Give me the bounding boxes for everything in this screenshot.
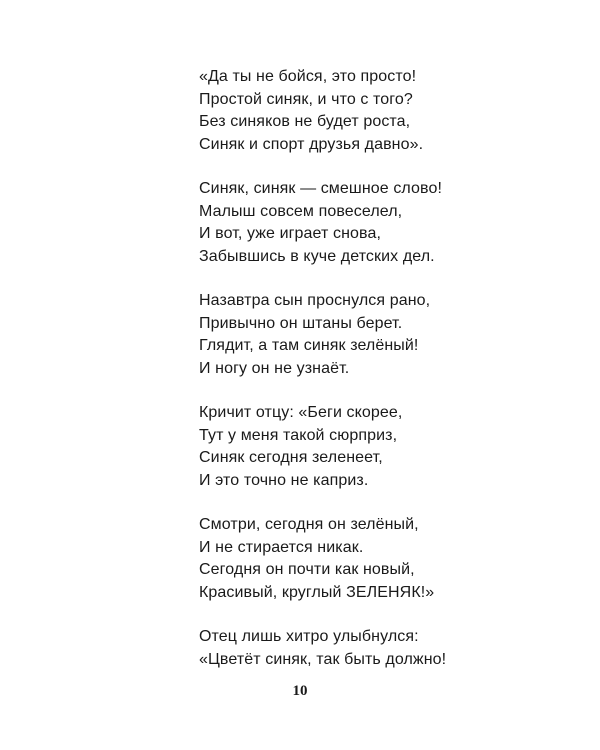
poem-line: И вот, уже играет снова, — [199, 225, 381, 242]
stanza-5 — [199, 514, 499, 604]
poem-line: Простой синяк, и что с того? — [199, 90, 413, 108]
poem-line: Сегодня он почти как новый, — [199, 561, 415, 578]
poem-line: Малыш совсем повеселел, — [199, 202, 403, 220]
poem-line: Кричит отцу: «Беги скорее, — [199, 404, 403, 421]
poem-line: И не стирается никак. — [199, 538, 364, 556]
poem-line: Красивый, круглый ЗЕЛЕНЯК!» — [199, 583, 435, 601]
poem-line: Синяк сегодня зеленеет, — [199, 449, 383, 466]
stanza-6 — [199, 626, 499, 671]
stanza-1 — [199, 66, 499, 156]
stanza-2 — [199, 178, 499, 268]
stanza-4 — [199, 402, 499, 492]
page-number: 10 — [292, 683, 308, 699]
poem-line: Назавтра сын проснулся рано, — [199, 292, 431, 309]
poem-line: И ногу он не узнаёт. — [199, 359, 350, 377]
poem-line: Без синяков не будет роста, — [199, 113, 411, 130]
poem-line: Смотри, сегодня он зелёный, — [199, 516, 419, 533]
poem-line: Привычно он штаны берет. — [199, 314, 403, 332]
poem-line: Забывшись в куче детских дел. — [199, 247, 435, 265]
poem-line: «Да ты не бойся, это просто! — [199, 68, 417, 85]
poem-line: «Цветёт синяк, так быть должно! — [199, 650, 447, 668]
poem-line: Тут у меня такой сюрприз, — [199, 426, 398, 444]
stanza-3 — [199, 290, 499, 380]
poem-line: Глядит, а там синяк зелёный! — [199, 337, 419, 354]
poem-line: Синяк, синяк — смешное слово! — [199, 180, 443, 197]
poem-line: Отец лишь хитро улыбнулся: — [199, 628, 419, 645]
poem-line: И это точно не каприз. — [199, 471, 369, 489]
poem — [199, 66, 499, 693]
poem-line: Синяк и спорт друзья давно». — [199, 135, 424, 153]
